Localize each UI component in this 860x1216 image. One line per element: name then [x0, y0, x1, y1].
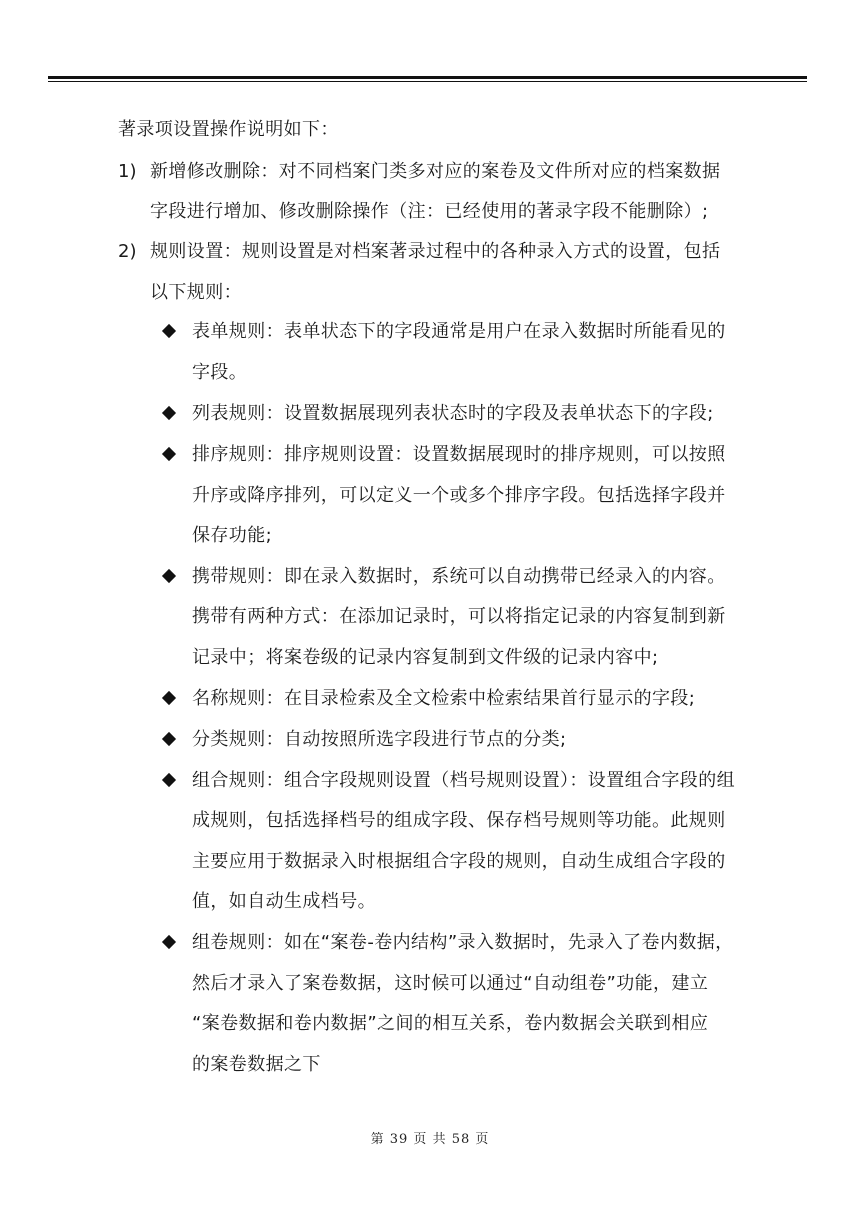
bullet-form-rule-line-2: 字段。 [192, 362, 248, 383]
bullet-carry-rule-line-2: 携带有两种方式：在添加记录时，可以将指定记录的内容复制到新 [192, 606, 726, 627]
diamond-bullet-icon [162, 732, 176, 746]
diamond-bullet-icon [162, 691, 176, 705]
bullet-name-rule-line-1: 名称规则：在目录检索及全文检索中检索结果首行显示的字段; [192, 688, 696, 709]
bullet-volume-rule-line-1: 组卷规则：如在“案卷-卷内结构”录入数据时，先录入了卷内数据， [192, 932, 734, 953]
item-number-1: 1) [118, 161, 137, 182]
diamond-bullet-icon [162, 935, 176, 949]
item-number-2: 2) [118, 241, 137, 262]
bullet-volume-rule-line-2: 然后才录入了案卷数据，这时候可以通过“自动组卷”功能，建立 [192, 973, 709, 994]
bullet-combine-rule-line-1: 组合规则：组合字段规则设置（档号规则设置）：设置组合字段的组 [192, 770, 735, 791]
bullet-list-rule-line-1: 列表规则：设置数据展现列表状态时的字段及表单状态下的字段; [192, 403, 714, 424]
bullet-volume-rule-line-4: 的案卷数据之下 [192, 1054, 321, 1075]
page-footer: 第 39 页 共 58 页 [370, 1132, 490, 1147]
intro-text: 著录项设置操作说明如下： [118, 119, 339, 140]
bullet-carry-rule-line-3: 记录中；将案卷级的记录内容复制到文件级的记录内容中; [192, 647, 659, 668]
item-2-line-2: 以下规则： [150, 282, 242, 303]
bullet-form-rule-line-1: 表单规则：表单状态下的字段通常是用户在录入数据时所能看见的 [192, 321, 726, 342]
bullet-volume-rule-line-3: “案卷数据和卷内数据”之间的相互关系，卷内数据会关联到相应 [192, 1013, 709, 1034]
bullet-combine-rule-line-2: 成规则，包括选择档号的组成字段、保存档号规则等功能。此规则 [192, 810, 726, 831]
item-1-line-2: 字段进行增加、修改删除操作（注：已经使用的著录字段不能删除）; [150, 201, 709, 222]
bullet-sort-rule-line-1: 排序规则：排序规则设置：设置数据展现时的排序规则，可以按照 [192, 444, 726, 465]
diamond-bullet-icon [162, 447, 176, 461]
bullet-sort-rule-line-2: 升序或降序排列，可以定义一个或多个排序字段。包括选择字段并 [192, 485, 726, 506]
diamond-bullet-icon [162, 773, 176, 787]
diamond-bullet-icon [162, 406, 176, 420]
item-1-line-1: 新增修改删除：对不同档案门类多对应的案卷及文件所对应的档案数据 [150, 161, 721, 182]
diamond-bullet-icon [162, 569, 176, 583]
bullet-combine-rule-line-3: 主要应用于数据录入时根据组合字段的规则，自动生成组合字段的 [192, 851, 726, 872]
bullet-combine-rule-line-4: 值，如自动生成档号。 [192, 891, 376, 912]
bullet-carry-rule-line-1: 携带规则：即在录入数据时，系统可以自动携带已经录入的内容。 [192, 566, 726, 587]
bullet-category-rule-line-1: 分类规则：自动按照所选字段进行节点的分类; [192, 729, 567, 750]
item-2-line-1: 规则设置：规则设置是对档案著录过程中的各种录入方式的设置，包括 [150, 241, 721, 262]
bullet-sort-rule-line-3: 保存功能; [192, 525, 273, 546]
diamond-bullet-icon [162, 324, 176, 338]
